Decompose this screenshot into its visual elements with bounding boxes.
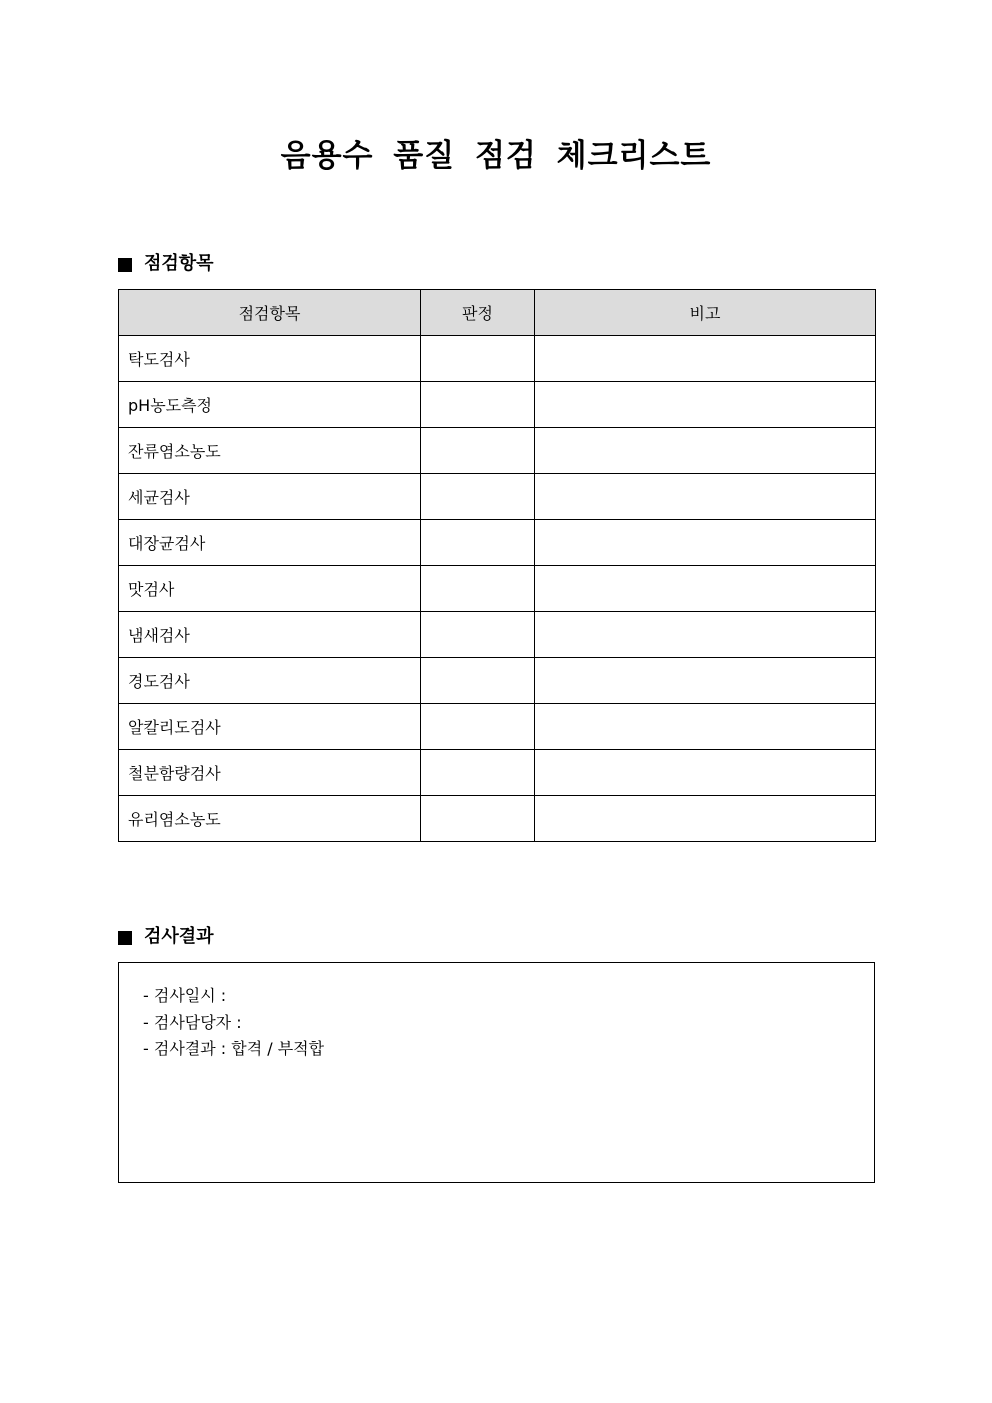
remarks-cell[interactable] (535, 750, 876, 796)
table-row (119, 428, 876, 474)
judgment-cell[interactable] (421, 612, 535, 658)
black-square-bullet-icon (118, 258, 132, 272)
item-cell: 대장균검사 (119, 520, 421, 566)
table-row (119, 520, 876, 566)
table-row (119, 704, 876, 750)
item-cell: 세균검사 (119, 474, 421, 520)
table-row (119, 382, 876, 428)
section-heading-inspection-items (118, 252, 214, 276)
item-cell: 알칼리도검사 (119, 704, 421, 750)
inspection-result-box[interactable] (118, 962, 875, 1183)
section-heading-label: 점검항목 (144, 253, 214, 274)
remarks-cell[interactable] (535, 796, 876, 842)
item-cell: 냄새검사 (119, 612, 421, 658)
table-row (119, 658, 876, 704)
remarks-cell[interactable] (535, 612, 876, 658)
item-cell: 잔류염소농도 (119, 428, 421, 474)
item-cell: pH농도측정 (119, 382, 421, 428)
column-header-judgment: 판정 (421, 290, 535, 336)
remarks-cell[interactable] (535, 474, 876, 520)
inspector-line: - 검사담당자 : (143, 1012, 242, 1032)
judgment-cell[interactable] (421, 658, 535, 704)
table-header-row (119, 290, 876, 336)
item-cell: 경도검사 (119, 658, 421, 704)
remarks-cell[interactable] (535, 336, 876, 382)
black-square-bullet-icon (118, 931, 132, 945)
table-row (119, 750, 876, 796)
item-cell: 철분함량검사 (119, 750, 421, 796)
table-row (119, 474, 876, 520)
remarks-cell[interactable] (535, 658, 876, 704)
table-row (119, 336, 876, 382)
judgment-cell[interactable] (421, 382, 535, 428)
judgment-cell[interactable] (421, 566, 535, 612)
item-cell: 맛검사 (119, 566, 421, 612)
table-row (119, 612, 876, 658)
judgment-cell[interactable] (421, 336, 535, 382)
result-line: - 검사결과 : 합격 / 부적합 (143, 1039, 325, 1058)
remarks-cell[interactable] (535, 566, 876, 612)
inspection-date-line: - 검사일시 : (143, 986, 227, 1005)
remarks-cell[interactable] (535, 382, 876, 428)
remarks-cell[interactable] (535, 520, 876, 566)
remarks-cell[interactable] (535, 428, 876, 474)
page-title: 음용수 품질 점검 체크리스트 (280, 138, 712, 174)
table-row (119, 796, 876, 842)
judgment-cell[interactable] (421, 428, 535, 474)
item-cell: 유리염소농도 (119, 796, 421, 842)
remarks-cell[interactable] (535, 704, 876, 750)
judgment-cell[interactable] (421, 750, 535, 796)
table-row (119, 566, 876, 612)
section-heading-label: 검사결과 (144, 926, 214, 947)
inspection-checklist-table (118, 289, 876, 842)
column-header-remarks: 비고 (535, 290, 876, 336)
item-cell: 탁도검사 (119, 336, 421, 382)
section-heading-inspection-result (118, 925, 214, 949)
judgment-cell[interactable] (421, 520, 535, 566)
judgment-cell[interactable] (421, 474, 535, 520)
judgment-cell[interactable] (421, 796, 535, 842)
column-header-item: 점검항목 (119, 290, 421, 336)
judgment-cell[interactable] (421, 704, 535, 750)
